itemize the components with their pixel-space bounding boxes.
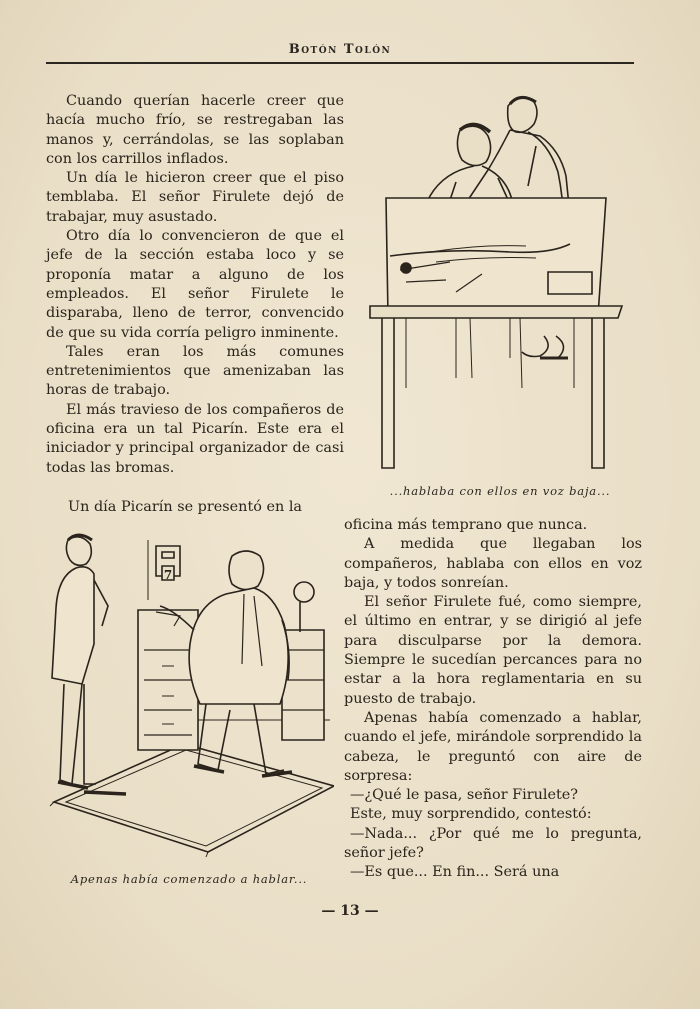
paragraph: Un día le hicieron creer que el piso temblaba. El señor Firulete dejó de trabajar, muy asustado. bbox=[46, 170, 344, 225]
office-illustration bbox=[44, 520, 334, 868]
paragraph: Apenas había comenzado a hablar, cuando el jefe, mirándole sorprendido la cabeza, le preguntó con aire de sorpresa: bbox=[344, 709, 642, 784]
paragraph: A medida que llegaban los compañeros, hablaba con ellos en voz baja, y todos sonreían. bbox=[344, 536, 642, 591]
running-header: Botón Tolón bbox=[288, 42, 392, 57]
dialogue-line: —¿Qué le pasa, señor Firulete? bbox=[350, 787, 579, 804]
paragraph: oficina más temprano que nunca. bbox=[344, 517, 588, 533]
paragraph: Un día Picarín se presentó en la bbox=[68, 499, 303, 515]
left-column-last-line bbox=[68, 498, 344, 517]
dialogue-line: —Nada... ¿Por qué me lo pregunta, señor jefe? bbox=[344, 825, 642, 862]
clock-number: 7 bbox=[163, 568, 173, 582]
paragraph: El más travieso de los compañeros de oficina era un tal Picarín. Este era el iniciador y principal organizador de casi todas las bromas. bbox=[46, 401, 344, 476]
paragraph: Otro día lo convencieron de que el jefe de la sección estaba loco y se proponía matar a alguno de los empleados. El señor Firulete le disparaba, lleno de terror, convencido de que su vida corría peligro inminente. bbox=[46, 228, 344, 341]
right-column bbox=[344, 516, 642, 883]
bottom-caption: Apenas había comenzado a hablar... bbox=[70, 872, 308, 886]
page-number: — 13 — bbox=[321, 903, 379, 919]
paragraph: El señor Firulete fué, como siempre, el último en entrar, y se dirigió al jefe para disculparse por la demora. Siempre le sucedían percances para no estar a la hora reglamentaria en su puesto de trabajo. bbox=[344, 594, 642, 707]
paragraph: Este, muy sorprendido, contestó: bbox=[350, 806, 592, 823]
top-caption: ...hablaba con ellos en voz baja... bbox=[389, 484, 611, 498]
desk-illustration bbox=[360, 86, 636, 478]
paragraph: Tales eran los más comunes entretenimientos que amenizaban las horas de trabajo. bbox=[46, 343, 344, 399]
paragraph: Cuando querían hacerle creer que hacía mucho frío, se restregaban las manos y, cerrándolas, se las soplaban con los carrillos inflados. bbox=[46, 93, 344, 167]
dialogue-line: —Es que... En fin... Será una bbox=[350, 864, 560, 881]
header-rule bbox=[46, 62, 634, 64]
left-column bbox=[46, 92, 344, 478]
